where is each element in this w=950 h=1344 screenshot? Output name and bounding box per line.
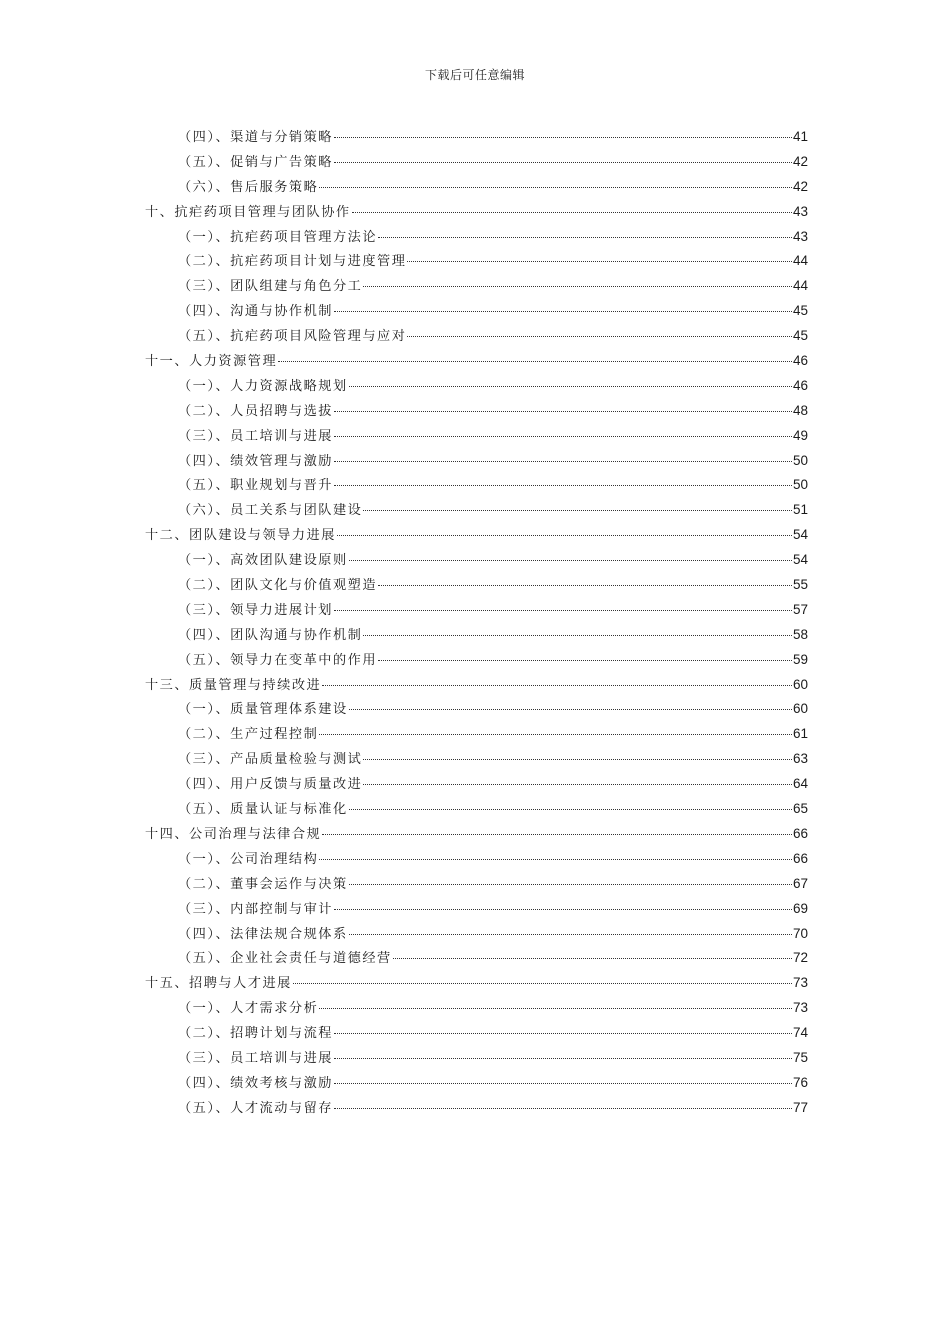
toc-section-entry[interactable] — [145, 747, 808, 772]
toc-section-entry[interactable] — [145, 274, 808, 299]
toc-dot-leader — [407, 260, 792, 262]
toc-page-number: 65 — [792, 801, 808, 817]
toc-section-entry[interactable] — [145, 722, 808, 747]
toc-dot-leader — [322, 684, 792, 686]
toc-entry-title: （二）、生产过程控制 — [178, 727, 319, 743]
toc-page-number: 61 — [792, 726, 808, 742]
toc-section-entry[interactable] — [145, 473, 808, 498]
toc-section-entry[interactable] — [145, 324, 808, 349]
toc-section-entry[interactable] — [145, 249, 808, 274]
toc-dot-leader — [349, 559, 792, 561]
toc-page-number: 42 — [792, 153, 808, 169]
toc-entry-title: （五）、质量认证与标准化 — [178, 802, 348, 818]
toc-entry-title: （二）、抗疟药项目计划与进度管理 — [178, 254, 407, 270]
toc-section-entry[interactable] — [145, 424, 808, 449]
toc-entry-title: （五）、企业社会责任与道德经营 — [178, 951, 392, 967]
toc-section-entry[interactable] — [145, 946, 808, 971]
toc-entry-title: 十二、团队建设与领导力进展 — [145, 528, 336, 544]
toc-section-entry[interactable] — [145, 225, 808, 250]
toc-dot-leader — [363, 634, 792, 636]
toc-dot-leader — [319, 858, 792, 860]
toc-dot-leader — [334, 136, 792, 138]
toc-dot-leader — [319, 733, 792, 735]
toc-page-number: 45 — [792, 328, 808, 344]
toc-entry-title: （一）、抗疟药项目管理方法论 — [178, 229, 378, 245]
toc-page-number: 42 — [792, 178, 808, 194]
toc-dot-leader — [334, 1082, 792, 1084]
toc-page-number: 64 — [792, 776, 808, 792]
toc-entry-title: （三）、团队组建与角色分工 — [178, 279, 363, 295]
toc-chapter-entry[interactable] — [145, 822, 808, 847]
toc-page-number: 76 — [792, 1074, 808, 1090]
toc-dot-leader — [378, 584, 792, 586]
toc-dot-leader — [334, 1107, 792, 1109]
toc-section-entry[interactable] — [145, 125, 808, 150]
toc-page-number: 63 — [792, 751, 808, 767]
toc-dot-leader — [337, 534, 792, 536]
toc-page-number: 54 — [792, 527, 808, 543]
toc-entry-title: （一）、人力资源战略规划 — [178, 378, 348, 394]
toc-page-number: 44 — [792, 253, 808, 269]
page-header: 下载后可任意编辑 — [424, 68, 525, 82]
toc-page-number: 46 — [792, 353, 808, 369]
toc-section-entry[interactable] — [145, 1071, 808, 1096]
toc-entry-title: （四）、渠道与分销策略 — [178, 130, 333, 145]
toc-dot-leader — [363, 758, 792, 760]
toc-entry-title: （二）、董事会运作与决策 — [178, 876, 348, 892]
toc-page-number: 74 — [792, 1025, 808, 1041]
toc-page-number: 51 — [792, 502, 808, 518]
toc-section-entry[interactable] — [145, 697, 808, 722]
toc-entry-title: （一）、公司治理结构 — [178, 851, 319, 867]
toc-section-entry[interactable] — [145, 449, 808, 474]
toc-section-entry[interactable] — [145, 374, 808, 399]
toc-section-entry[interactable] — [145, 772, 808, 797]
toc-page-number: 77 — [792, 1099, 808, 1115]
toc-entry-title: 十一、人力资源管理 — [145, 354, 278, 370]
toc-dot-leader — [319, 1007, 792, 1009]
toc-section-entry[interactable] — [145, 548, 808, 573]
toc-section-entry[interactable] — [145, 1096, 808, 1121]
toc-page-number: 70 — [792, 925, 808, 941]
toc-dot-leader — [334, 410, 792, 412]
toc-page-number: 66 — [792, 850, 808, 866]
toc-section-entry[interactable] — [145, 847, 808, 872]
toc-page-number: 66 — [792, 825, 808, 841]
toc-entry-title: 十五、招聘与人才进展 — [145, 976, 292, 992]
toc-section-entry[interactable] — [145, 150, 808, 175]
toc-page-number: 48 — [792, 402, 808, 418]
toc-page-number: 43 — [792, 228, 808, 244]
toc-dot-leader — [363, 285, 792, 287]
toc-dot-leader — [349, 933, 792, 935]
toc-dot-leader — [319, 186, 792, 188]
toc-dot-leader — [334, 609, 792, 611]
toc-entry-title: （二）、团队文化与价值观塑造 — [178, 578, 378, 594]
toc-entry-title: 十四、公司治理与法律合规 — [145, 826, 322, 842]
toc-entry-title: （三）、产品质量检验与测试 — [178, 752, 363, 768]
toc-dot-leader — [334, 1057, 792, 1059]
toc-dot-leader — [349, 883, 792, 885]
toc-entry-title: 十三、质量管理与持续改进 — [145, 677, 322, 693]
toc-page-number: 73 — [792, 975, 808, 991]
toc-page-number: 59 — [792, 651, 808, 667]
toc-entry-title: （四）、绩效考核与激励 — [178, 1075, 333, 1091]
toc-entry-title: （五）、抗疟药项目风险管理与应对 — [178, 329, 407, 345]
toc-section-entry[interactable] — [145, 922, 808, 947]
toc-section-entry[interactable] — [145, 872, 808, 897]
toc-section-entry[interactable] — [145, 498, 808, 523]
toc-entry-title: （五）、人才流动与留存 — [178, 1100, 333, 1116]
toc-entry-title: （三）、领导力进展计划 — [178, 602, 333, 618]
toc-entry-title: （四）、沟通与协作机制 — [178, 304, 333, 320]
toc-section-entry[interactable] — [145, 399, 808, 424]
toc-entry-title: 十、抗疟药项目管理与团队协作 — [145, 204, 351, 220]
toc-dot-leader — [334, 161, 792, 163]
toc-page-number: 60 — [792, 701, 808, 717]
toc-page-number: 60 — [792, 676, 808, 692]
toc-dot-leader — [363, 783, 792, 785]
toc-dot-leader — [334, 1032, 792, 1034]
toc-dot-leader — [334, 908, 792, 910]
toc-chapter-entry[interactable] — [145, 971, 808, 996]
toc-entry-title: （一）、质量管理体系建设 — [178, 702, 348, 718]
toc-section-entry[interactable] — [145, 573, 808, 598]
toc-page-number: 58 — [792, 626, 808, 642]
toc-entry-title: （四）、团队沟通与协作机制 — [178, 627, 363, 643]
toc-dot-leader — [378, 659, 792, 661]
toc-section-entry[interactable] — [145, 1021, 808, 1046]
toc-entry-title: （四）、用户反馈与质量改进 — [178, 777, 363, 793]
table-of-contents — [145, 125, 808, 1121]
toc-entry-title: （四）、绩效管理与激励 — [178, 453, 333, 469]
toc-entry-title: （四）、法律法规合规体系 — [178, 926, 348, 942]
toc-entry-title: （六）、员工关系与团队建设 — [178, 503, 363, 519]
toc-dot-leader — [334, 435, 792, 437]
toc-page-number: 46 — [792, 377, 808, 393]
toc-section-entry[interactable] — [145, 996, 808, 1021]
toc-entry-title: （六）、售后服务策略 — [178, 179, 319, 195]
toc-section-entry[interactable] — [145, 623, 808, 648]
toc-entry-title: （三）、内部控制与审计 — [178, 901, 333, 917]
toc-page-number: 57 — [792, 601, 808, 617]
toc-chapter-entry[interactable] — [145, 349, 808, 374]
toc-entry-title: （五）、职业规划与晋升 — [178, 478, 333, 494]
toc-section-entry[interactable] — [145, 175, 808, 200]
toc-page-number: 50 — [792, 452, 808, 468]
toc-section-entry[interactable] — [145, 598, 808, 623]
toc-section-entry[interactable] — [145, 797, 808, 822]
toc-page-number: 45 — [792, 303, 808, 319]
toc-dot-leader — [334, 310, 792, 312]
toc-dot-leader — [349, 808, 792, 810]
toc-page-number: 49 — [792, 427, 808, 443]
toc-page-number: 75 — [792, 1049, 808, 1065]
toc-section-entry[interactable] — [145, 897, 808, 922]
toc-chapter-entry[interactable] — [145, 673, 808, 698]
toc-page-number: 50 — [792, 477, 808, 493]
toc-dot-leader — [378, 236, 792, 238]
toc-dot-leader — [334, 460, 792, 462]
toc-chapter-entry[interactable] — [145, 200, 808, 225]
toc-section-entry[interactable] — [145, 648, 808, 673]
toc-page-number: 43 — [792, 203, 808, 219]
toc-entry-title: （五）、促销与广告策略 — [178, 154, 333, 170]
toc-page-number: 54 — [792, 552, 808, 568]
toc-dot-leader — [322, 833, 792, 835]
toc-page-number: 44 — [792, 278, 808, 294]
toc-entry-title: （三）、员工培训与进展 — [178, 428, 333, 444]
toc-dot-leader — [334, 484, 792, 486]
toc-page-number: 67 — [792, 875, 808, 891]
toc-entry-title: （一）、高效团队建设原则 — [178, 553, 348, 569]
toc-dot-leader — [349, 385, 792, 387]
toc-entry-title: （二）、人员招聘与选拔 — [178, 403, 333, 419]
toc-section-entry[interactable] — [145, 1046, 808, 1071]
toc-page-number: 73 — [792, 1000, 808, 1016]
toc-dot-leader — [407, 335, 792, 337]
toc-page-number: 69 — [792, 900, 808, 916]
toc-entry-title: （二）、招聘计划与流程 — [178, 1026, 333, 1042]
toc-dot-leader — [393, 957, 792, 959]
toc-page-number: 41 — [792, 129, 808, 144]
toc-dot-leader — [349, 708, 792, 710]
toc-dot-leader — [363, 509, 792, 511]
toc-page-number: 72 — [792, 950, 808, 966]
toc-dot-leader — [293, 982, 792, 984]
toc-page-number: 55 — [792, 577, 808, 593]
toc-dot-leader — [278, 360, 792, 362]
toc-entry-title: （一）、人才需求分析 — [178, 1001, 319, 1017]
toc-section-entry[interactable] — [145, 299, 808, 324]
toc-dot-leader — [352, 211, 792, 213]
toc-chapter-entry[interactable] — [145, 523, 808, 548]
toc-entry-title: （五）、领导力在变革中的作用 — [178, 652, 378, 668]
toc-entry-title: （三）、员工培训与进展 — [178, 1050, 333, 1066]
